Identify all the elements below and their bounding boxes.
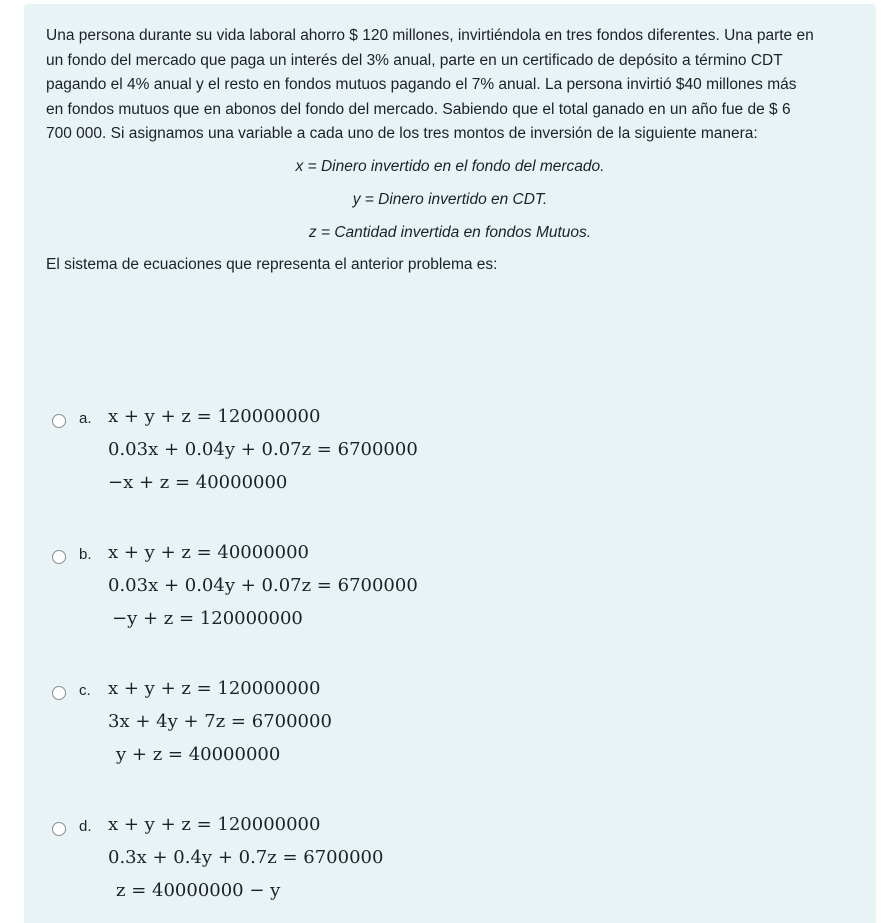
option-b-equation-2: 0.03x + 0.04y + 0.07z = 6700000 bbox=[108, 575, 418, 596]
option-d-equation-3: z = 40000000 − y bbox=[116, 880, 281, 901]
question-line: Una persona durante su vida laboral ahorro $ 120 millones, invirtiéndola en tres fondos diferentes. Una parte en bbox=[46, 27, 814, 44]
option-a-equation-1: x + y + z = 120000000 bbox=[108, 406, 321, 427]
option-b-equation-3: −y + z = 120000000 bbox=[112, 608, 303, 629]
option-c-letter: c. bbox=[79, 682, 91, 699]
definition-y: y = Dinero invertido en CDT. bbox=[352, 191, 548, 208]
option-d-equation-1: x + y + z = 120000000 bbox=[108, 814, 321, 835]
option-a-equation-3: −x + z = 40000000 bbox=[108, 472, 288, 493]
option-d-radio[interactable] bbox=[52, 822, 66, 836]
question-text bbox=[46, 24, 858, 147]
option-c-equation-3: y + z = 40000000 bbox=[116, 744, 281, 765]
option-d-equation-2: 0.3x + 0.4y + 0.7z = 6700000 bbox=[108, 847, 384, 868]
option-c-equation-2: 3x + 4y + 7z = 6700000 bbox=[108, 711, 332, 732]
question-line: pagando el 4% anual y el resto en fondos mutuos pagando el 7% anual. La persona invirtió $40 millones más bbox=[46, 76, 797, 93]
question-prompt: El sistema de ecuaciones que representa el anterior problema es: bbox=[46, 256, 498, 273]
question-line: 700 000. Si asignamos una variable a cada uno de los tres montos de inversión de la siguiente manera: bbox=[46, 125, 758, 142]
definition-z: z = Cantidad invertida en fondos Mutuos. bbox=[308, 224, 592, 241]
question-line: en fondos mutuos que en abonos del fondo del mercado. Sabiendo que el total ganado en un año fue de $ 6 bbox=[46, 100, 791, 118]
option-b-letter: b. bbox=[79, 546, 92, 563]
definition-x: x = Dinero invertido en el fondo del mercado. bbox=[295, 158, 605, 175]
option-c-radio[interactable] bbox=[52, 686, 66, 700]
option-a-letter: a. bbox=[79, 410, 92, 427]
option-b-equation-1: x + y + z = 40000000 bbox=[108, 542, 309, 563]
option-d-letter: d. bbox=[79, 818, 92, 835]
option-a-equation-2: 0.03x + 0.04y + 0.07z = 6700000 bbox=[108, 439, 418, 460]
question-line: un fondo del mercado que paga un interés del 3% anual, parte en un certificado de depósito a término CDT bbox=[46, 51, 783, 69]
option-b-radio[interactable] bbox=[52, 550, 66, 564]
option-c-equation-1: x + y + z = 120000000 bbox=[108, 678, 321, 699]
option-a-radio[interactable] bbox=[52, 414, 66, 428]
